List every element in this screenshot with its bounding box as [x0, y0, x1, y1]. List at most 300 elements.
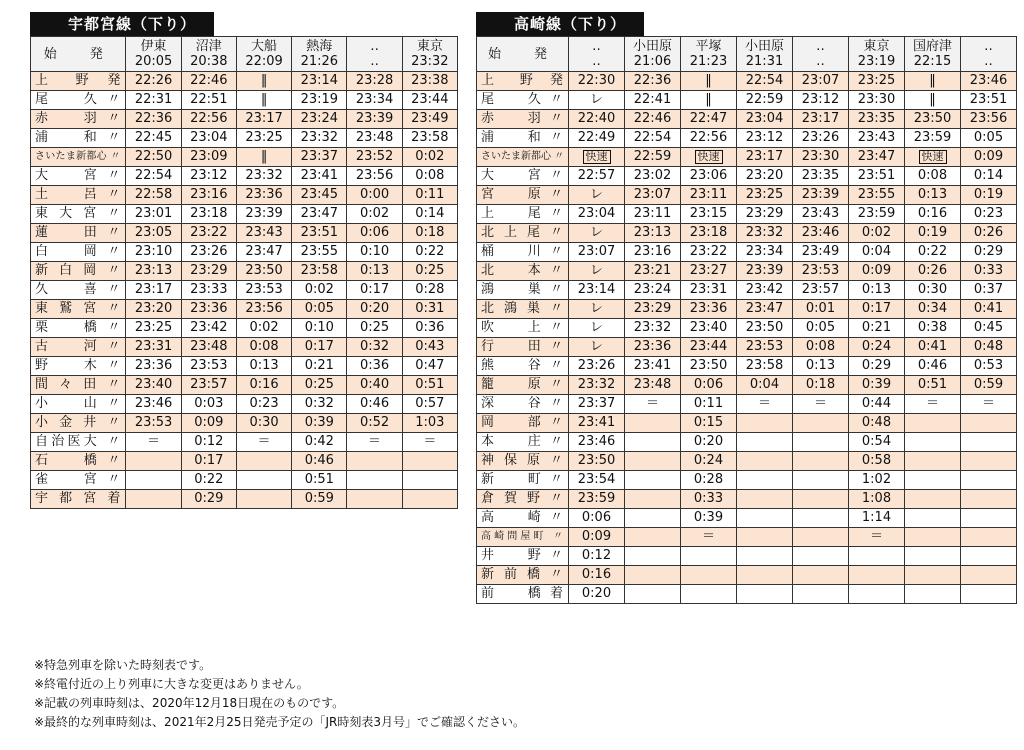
time-cell: [569, 148, 625, 167]
time-cell: [681, 91, 737, 110]
time-cell: [737, 262, 793, 281]
time-value: 23:07: [801, 73, 840, 88]
time-cell: [347, 72, 402, 91]
time-value: 0:03: [194, 396, 224, 411]
time-cell: [292, 452, 347, 471]
table-row: [31, 452, 458, 471]
time-cell: [849, 547, 905, 566]
train-origin-time: 23:32: [411, 54, 449, 69]
time-value: 23:33: [190, 282, 228, 297]
table-row: [477, 490, 1017, 509]
time-cell: [126, 433, 181, 452]
time-cell: [292, 205, 347, 224]
time-value: 0:18: [805, 377, 836, 392]
time-cell: [849, 395, 905, 414]
time-value: 0:30: [917, 282, 948, 297]
time-value: 0:51: [415, 377, 445, 392]
time-cell: [181, 319, 236, 338]
station-name: 前 橋 着: [477, 585, 569, 604]
time-cell: [905, 243, 961, 262]
time-value: 23:53: [190, 358, 228, 373]
time-cell: [181, 91, 236, 110]
table-row: [477, 281, 1017, 300]
time-cell: [849, 471, 905, 490]
time-cell: [625, 205, 681, 224]
time-value: 0:48: [973, 339, 1004, 354]
time-value: 0:05: [973, 130, 1004, 145]
time-value: 23:41: [633, 358, 672, 373]
time-cell: [402, 91, 457, 110]
footnote: ※最終的な列車時刻は、2021年2月25日発売予定の「JR時刻表3月号」でご確認ください。: [34, 715, 526, 729]
time-cell: [402, 262, 457, 281]
time-value: 23:32: [633, 320, 672, 335]
time-cell: [849, 300, 905, 319]
time-value: 23:10: [134, 244, 173, 259]
time-value: 0:09: [861, 263, 892, 278]
table-row: [477, 585, 1017, 604]
station-header: 始 発: [31, 37, 126, 72]
time-value: 23:18: [190, 206, 228, 221]
time-value: 0:34: [917, 301, 948, 316]
time-cell: [402, 72, 457, 91]
station-name: 行 田 〃: [477, 338, 569, 357]
time-value: 23:31: [689, 282, 728, 297]
time-cell: [569, 566, 625, 585]
time-cell: [236, 452, 291, 471]
train-destination: ‥: [370, 39, 379, 54]
table-row: [477, 72, 1017, 91]
time-value: 22:36: [633, 73, 672, 88]
time-cell: [292, 262, 347, 281]
station-name: 白 岡 〃: [31, 243, 126, 262]
time-cell: [737, 357, 793, 376]
time-value: 23:34: [355, 92, 394, 107]
time-value: 22:46: [633, 111, 672, 126]
time-cell: [961, 148, 1017, 167]
time-cell: [569, 433, 625, 452]
time-value: 0:52: [359, 415, 390, 430]
time-value: 0:45: [973, 320, 1004, 335]
time-cell: [681, 281, 737, 300]
station-name: 桶 川 〃: [477, 243, 569, 262]
time-value: 23:50: [913, 111, 952, 126]
time-cell: [292, 281, 347, 300]
time-value: 0:26: [973, 225, 1004, 240]
station-name: 籠 原 〃: [477, 376, 569, 395]
table-row: [31, 110, 458, 129]
train-origin-time: ‥: [592, 54, 601, 69]
time-value: 23:30: [801, 149, 840, 164]
station-name: 宮 原 〃: [477, 186, 569, 205]
time-cell: [737, 281, 793, 300]
time-cell: [625, 528, 681, 547]
station-name: 本 庄 〃: [477, 433, 569, 452]
time-value: 0:08: [805, 339, 836, 354]
time-value: 23:39: [245, 206, 283, 221]
time-value: 23:39: [745, 263, 784, 278]
table-row: [477, 205, 1017, 224]
time-cell: [961, 281, 1017, 300]
station-name: 小 金 井 〃: [31, 414, 126, 433]
time-cell: [625, 357, 681, 376]
time-value: 23:14: [300, 73, 339, 88]
time-value: 0:11: [415, 187, 445, 202]
time-cell: [181, 110, 236, 129]
time-cell: [737, 338, 793, 357]
time-cell: [292, 490, 347, 509]
time-value: 0:02: [359, 206, 390, 221]
time-value: ＝: [981, 396, 995, 411]
time-cell: [569, 357, 625, 376]
time-value: 22:50: [134, 149, 173, 164]
time-cell: [181, 338, 236, 357]
table-row: [477, 300, 1017, 319]
time-value: ＝: [869, 529, 883, 544]
time-value: 23:42: [190, 320, 228, 335]
time-value: 0:29: [973, 244, 1004, 259]
time-value: 23:26: [577, 358, 616, 373]
table-row: [477, 148, 1017, 167]
time-value: 22:54: [134, 168, 173, 183]
station-name: 鴻 巣 〃: [477, 281, 569, 300]
time-cell: [292, 72, 347, 91]
time-cell: [347, 148, 402, 167]
time-cell: [402, 300, 457, 319]
time-value: 0:53: [973, 358, 1004, 373]
time-cell: [737, 319, 793, 338]
utsunomiya-table: [30, 36, 458, 509]
time-value: 0:47: [415, 358, 445, 373]
time-value: 0:39: [304, 415, 334, 430]
time-cell: [737, 509, 793, 528]
time-value: 23:05: [134, 225, 173, 240]
time-cell: [681, 547, 737, 566]
time-cell: [236, 395, 291, 414]
time-value: 23:25: [745, 187, 784, 202]
time-cell: [126, 300, 181, 319]
time-value: 0:16: [917, 206, 948, 221]
time-cell: [849, 433, 905, 452]
time-cell: [905, 528, 961, 547]
time-value: 0:08: [917, 168, 948, 183]
time-value: 0:28: [693, 472, 724, 487]
time-cell: [347, 186, 402, 205]
time-cell: [292, 433, 347, 452]
time-cell: [905, 452, 961, 471]
time-cell: [569, 129, 625, 148]
station-name: 土 呂 〃: [31, 186, 126, 205]
time-cell: [681, 243, 737, 262]
time-value: 23:22: [689, 244, 728, 259]
station-name: 赤 羽 〃: [477, 110, 569, 129]
time-cell: [236, 129, 291, 148]
time-cell: [849, 357, 905, 376]
time-value: 23:50: [245, 263, 283, 278]
time-value: 23:47: [745, 301, 784, 316]
time-cell: [347, 243, 402, 262]
time-cell: [402, 243, 457, 262]
time-cell: [402, 110, 457, 129]
time-cell: [292, 148, 347, 167]
time-cell: [905, 281, 961, 300]
table-row: [31, 471, 458, 490]
time-cell: [905, 205, 961, 224]
time-cell: [961, 224, 1017, 243]
time-value: 0:22: [415, 244, 445, 259]
station-name: さいたま新都心 〃: [477, 148, 569, 167]
time-cell: [961, 395, 1017, 414]
time-value: 0:13: [359, 263, 390, 278]
time-value: 0:13: [249, 358, 279, 373]
time-value: 1:03: [415, 415, 445, 430]
train-header: [961, 37, 1017, 72]
time-cell: [625, 509, 681, 528]
time-value: 0:44: [861, 396, 892, 411]
station-name: 石 橋 〃: [31, 452, 126, 471]
time-value: レ: [589, 225, 603, 240]
train-header: [681, 37, 737, 72]
train-origin-time: 21:06: [633, 54, 672, 69]
time-cell: [236, 490, 291, 509]
time-cell: [181, 357, 236, 376]
time-value: 0:11: [693, 396, 724, 411]
time-cell: [569, 490, 625, 509]
time-cell: [625, 167, 681, 186]
time-cell: [793, 566, 849, 585]
time-value: 23:20: [745, 168, 784, 183]
time-cell: [126, 243, 181, 262]
station-name: 間 々 田 〃: [31, 376, 126, 395]
time-value: 23:44: [411, 92, 449, 107]
time-cell: [961, 509, 1017, 528]
time-cell: [961, 452, 1017, 471]
time-cell: [347, 91, 402, 110]
time-cell: [181, 205, 236, 224]
table-row: [31, 357, 458, 376]
time-cell: [849, 585, 905, 604]
time-cell: [402, 186, 457, 205]
time-cell: [569, 528, 625, 547]
time-value: 0:02: [249, 320, 279, 335]
time-cell: [625, 471, 681, 490]
time-value: 23:40: [689, 320, 728, 335]
footnotes: [34, 656, 525, 732]
time-value: ‖: [705, 73, 712, 88]
table-row: [477, 414, 1017, 433]
station-name: 新 前 橋 〃: [477, 566, 569, 585]
time-cell: [961, 528, 1017, 547]
time-value: 23:56: [245, 301, 283, 316]
time-cell: [347, 376, 402, 395]
time-value: ＝: [925, 396, 939, 411]
time-value: 23:45: [300, 187, 339, 202]
time-cell: [737, 414, 793, 433]
time-cell: [737, 566, 793, 585]
time-cell: [236, 471, 291, 490]
time-cell: [292, 167, 347, 186]
time-value: 0:06: [693, 377, 724, 392]
time-value: 23:04: [577, 206, 616, 221]
table-row: [31, 281, 458, 300]
time-value: 23:20: [134, 301, 173, 316]
time-cell: [569, 205, 625, 224]
time-cell: [849, 129, 905, 148]
time-cell: [849, 167, 905, 186]
time-value: 23:54: [577, 472, 616, 487]
train-origin-time: 20:05: [134, 54, 173, 69]
time-cell: [737, 471, 793, 490]
train-header: [737, 37, 793, 72]
time-cell: [961, 357, 1017, 376]
time-cell: [905, 566, 961, 585]
time-cell: [292, 91, 347, 110]
time-value: 23:47: [300, 206, 339, 221]
time-cell: [126, 490, 181, 509]
time-value: 22:41: [633, 92, 672, 107]
time-value: 23:37: [577, 396, 616, 411]
time-cell: [793, 281, 849, 300]
time-cell: [849, 91, 905, 110]
station-name: 北 鴻 巣 〃: [477, 300, 569, 319]
time-value: 22:59: [633, 149, 672, 164]
table-row: [31, 167, 458, 186]
time-cell: [402, 224, 457, 243]
station-name: 深 谷 〃: [477, 395, 569, 414]
time-value: 0:23: [249, 396, 279, 411]
time-value: 23:18: [689, 225, 728, 240]
time-cell: [181, 72, 236, 91]
time-value: 0:10: [359, 244, 390, 259]
time-value: 23:34: [745, 244, 784, 259]
time-cell: [793, 395, 849, 414]
station-name: 小 山 〃: [31, 395, 126, 414]
time-value: 23:42: [745, 282, 784, 297]
table-row: [477, 186, 1017, 205]
table-row: [477, 129, 1017, 148]
time-cell: [347, 490, 402, 509]
time-value: 22:56: [689, 130, 728, 145]
time-value: 23:58: [300, 263, 339, 278]
time-cell: [236, 72, 291, 91]
time-value: 0:42: [304, 434, 334, 449]
time-value: ‖: [260, 73, 268, 88]
train-header: [347, 37, 402, 72]
table-row: [477, 452, 1017, 471]
time-cell: [905, 262, 961, 281]
time-cell: [793, 205, 849, 224]
time-value: 0:39: [693, 510, 724, 525]
time-value: 0:13: [917, 187, 948, 202]
table-row: [31, 490, 458, 509]
time-value: 0:25: [415, 263, 445, 278]
time-cell: [849, 338, 905, 357]
time-value: 0:17: [194, 453, 224, 468]
time-cell: [292, 110, 347, 129]
table-row: [31, 224, 458, 243]
time-cell: [905, 319, 961, 338]
time-cell: [961, 585, 1017, 604]
time-cell: [402, 490, 457, 509]
time-value: 0:48: [861, 415, 892, 430]
train-origin-time: 23:19: [857, 54, 896, 69]
footnote: ※記載の列車時刻は、2020年12月18日現在のものです。: [34, 696, 345, 710]
time-value: 23:26: [190, 244, 228, 259]
train-header: [292, 37, 347, 72]
time-cell: [961, 433, 1017, 452]
time-value: 0:04: [749, 377, 780, 392]
time-cell: [236, 205, 291, 224]
time-value: 23:39: [355, 111, 394, 126]
time-cell: [737, 167, 793, 186]
train-destination: ‥: [816, 39, 825, 54]
time-cell: [126, 186, 181, 205]
time-value: 23:11: [633, 206, 672, 221]
table-row: [31, 319, 458, 338]
station-name: 高 崎 〃: [477, 509, 569, 528]
station-name: 北 上 尾 〃: [477, 224, 569, 243]
time-value: 23:53: [134, 415, 173, 430]
time-value: 0:41: [917, 339, 948, 354]
time-cell: [126, 224, 181, 243]
station-name: 尾 久 〃: [477, 91, 569, 110]
time-value: 23:26: [801, 130, 840, 145]
time-value: 23:46: [969, 73, 1008, 88]
time-cell: [569, 224, 625, 243]
time-cell: [681, 186, 737, 205]
time-cell: [849, 490, 905, 509]
time-cell: [625, 300, 681, 319]
time-value: 0:17: [861, 301, 892, 316]
time-value: 23:12: [745, 130, 784, 145]
station-name: 新 白 岡 〃: [31, 262, 126, 281]
time-value: 0:32: [304, 396, 334, 411]
train-header: [625, 37, 681, 72]
takasaki-timetable: [476, 12, 1017, 604]
time-cell: [961, 91, 1017, 110]
table-row: [477, 509, 1017, 528]
time-cell: [793, 148, 849, 167]
station-name: 東 鷲 宮 〃: [31, 300, 126, 319]
time-cell: [402, 129, 457, 148]
table-row: [477, 357, 1017, 376]
time-value: 0:43: [415, 339, 445, 354]
time-cell: [569, 281, 625, 300]
time-cell: [737, 433, 793, 452]
time-cell: [292, 319, 347, 338]
time-cell: [347, 129, 402, 148]
time-cell: [849, 528, 905, 547]
table-row: [477, 110, 1017, 129]
time-value: 23:56: [969, 111, 1008, 126]
time-value: 23:50: [745, 320, 784, 335]
time-value: 0:38: [917, 320, 948, 335]
time-cell: [181, 395, 236, 414]
time-value: 0:02: [304, 282, 334, 297]
time-value: 0:23: [973, 206, 1004, 221]
time-cell: [625, 72, 681, 91]
time-cell: [292, 300, 347, 319]
time-cell: [737, 224, 793, 243]
time-cell: [402, 281, 457, 300]
time-cell: [126, 395, 181, 414]
time-cell: [681, 319, 737, 338]
table-row: [31, 129, 458, 148]
time-cell: [961, 338, 1017, 357]
time-value: 23:02: [633, 168, 672, 183]
time-cell: [793, 376, 849, 395]
time-cell: [569, 319, 625, 338]
time-cell: [625, 91, 681, 110]
